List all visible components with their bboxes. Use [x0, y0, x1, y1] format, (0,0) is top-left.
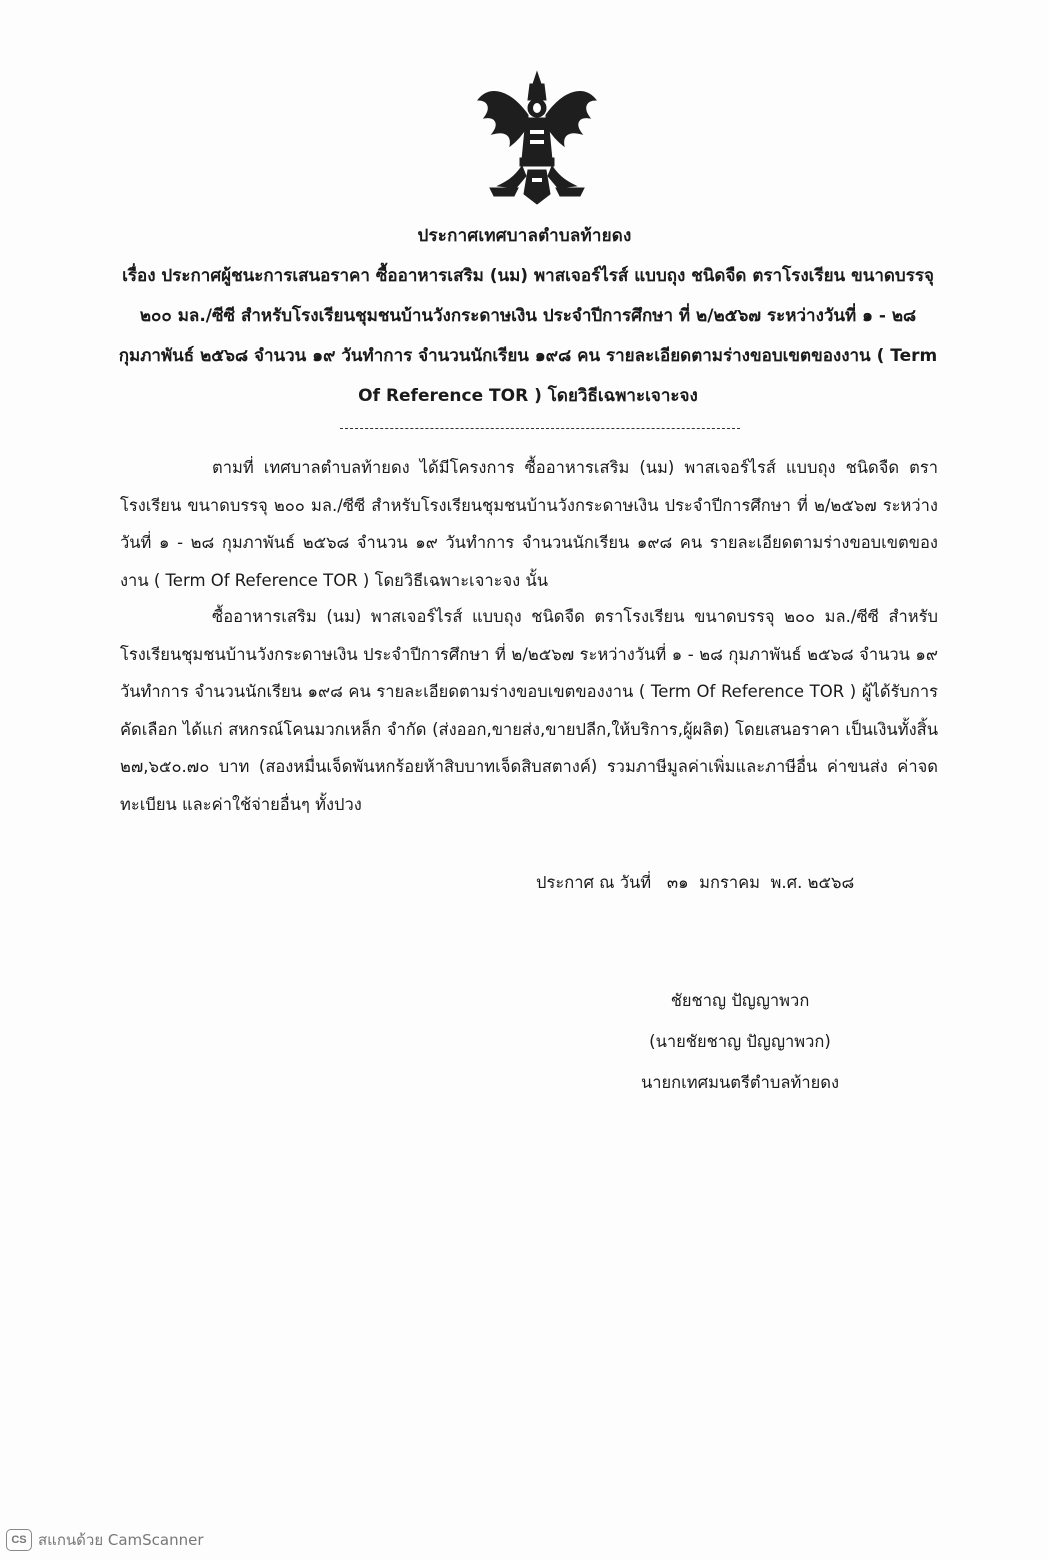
- camscanner-watermark: [6, 1528, 204, 1552]
- signed-name: ชัยชาญ ปัญญาพวก: [670, 991, 810, 1010]
- camscanner-logo-icon: CS: [6, 1529, 32, 1551]
- dashed-divider: [340, 428, 740, 429]
- announcement-date: ประกาศ ณ วันที่ ๓๑ มกราคม พ.ศ. ๒๕๖๘: [536, 873, 855, 892]
- printed-name: (นายชัยชาญ ปัญญาพวก): [649, 1032, 831, 1051]
- signature-block: [620, 980, 860, 1103]
- signer-position: นายกเทศมนตรีตำบลท้ายดง: [640, 1073, 840, 1092]
- body-paragraph-1: ตามที่ เทศบาลตำบลท้ายดง ได้มีโครงการ ซื้ออาหารเสริม (นม) พาสเจอร์ไรส์ แบบถุง ชนิดจืด ตราโรงเรียน ขนาดบรรจุ ๒๐๐ มล./ซีซี สำหรับโรงเรียนชุมชนบ้านวังกระดาษเงิน ประจำปีการศึกษา ที่ ๒/๒๕๖๗ ระหว่างวันที่ ๑ - ๒๘ กุมภาพันธ์ ๒๕๖๘ จำนวน ๑๙ วันทำการ จำนวนนักเรียน ๑๙๘ คน รายละเอียดตามร่างขอบเขตของงาน ( Term Of Reference TOR ) โดยวิธีเฉพาะเจาะจง นั้น: [120, 458, 938, 590]
- camscanner-text: สแกนด้วย CamScanner: [38, 1531, 204, 1549]
- announcement-subject: เรื่อง ประกาศผู้ชนะการเสนอราคา ซื้ออาหารเสริม (นม) พาสเจอร์ไรส์ แบบถุง ชนิดจืด ตราโรงเรียน ขนาดบรรจุ ๒๐๐ มล./ซีซี สำหรับโรงเรียนชุมชนบ้านวังกระดาษเงิน ประจำปีการศึกษา ที่ ๒/๒๕๖๗ ระหว่างวันที่ ๑ - ๒๘ กุมภาพันธ์ ๒๕๖๘ จำนวน ๑๙ วันทำการ จำนวนนักเรียน ๑๙๘ คน รายละเอียดตามร่างขอบเขตของงาน ( Term Of Reference TOR ) โดยวิธีเฉพาะเจาะจง: [118, 266, 938, 406]
- body-paragraph-2: ซื้ออาหารเสริม (นม) พาสเจอร์ไรส์ แบบถุง ชนิดจืด ตราโรงเรียน ขนาดบรรจุ ๒๐๐ มล./ซีซี สำหรับโรงเรียนชุมชนบ้านวังกระดาษเงิน ประจำปีการศึกษา ที่ ๒/๒๕๖๗ ระหว่างวันที่ ๑ - ๒๘ กุมภาพันธ์ ๒๕๖๘ จำนวน ๑๙ วันทำการ จำนวนนักเรียน ๑๙๘ คน รายละเอียดตามร่างขอบเขตของงาน ( Term Of Reference TOR ) ผู้ได้รับการคัดเลือก ได้แก่ สหกรณ์โคนมวกเหล็ก จำกัด (ส่งออก,ขายส่ง,ขายปลีก,ให้บริการ,ผู้ผลิต) โดยเสนอราคา เป็นเงินทั้งสิ้น ๒๗,๖๕๐.๗๐ บาท (สองหมื่นเจ็ดพันหกร้อยห้าสิบบาทเจ็ดสิบสตางค์) รวมภาษีมูลค่าเพิ่มและภาษีอื่น ค่าขนส่ง ค่าจดทะเบียน และค่าใช้จ่ายอื่นๆ ทั้งปวง: [120, 607, 938, 814]
- garuda-emblem-icon: [470, 70, 605, 210]
- announcement-title: ประกาศเทศบาลตำบลท้ายดง: [417, 226, 632, 246]
